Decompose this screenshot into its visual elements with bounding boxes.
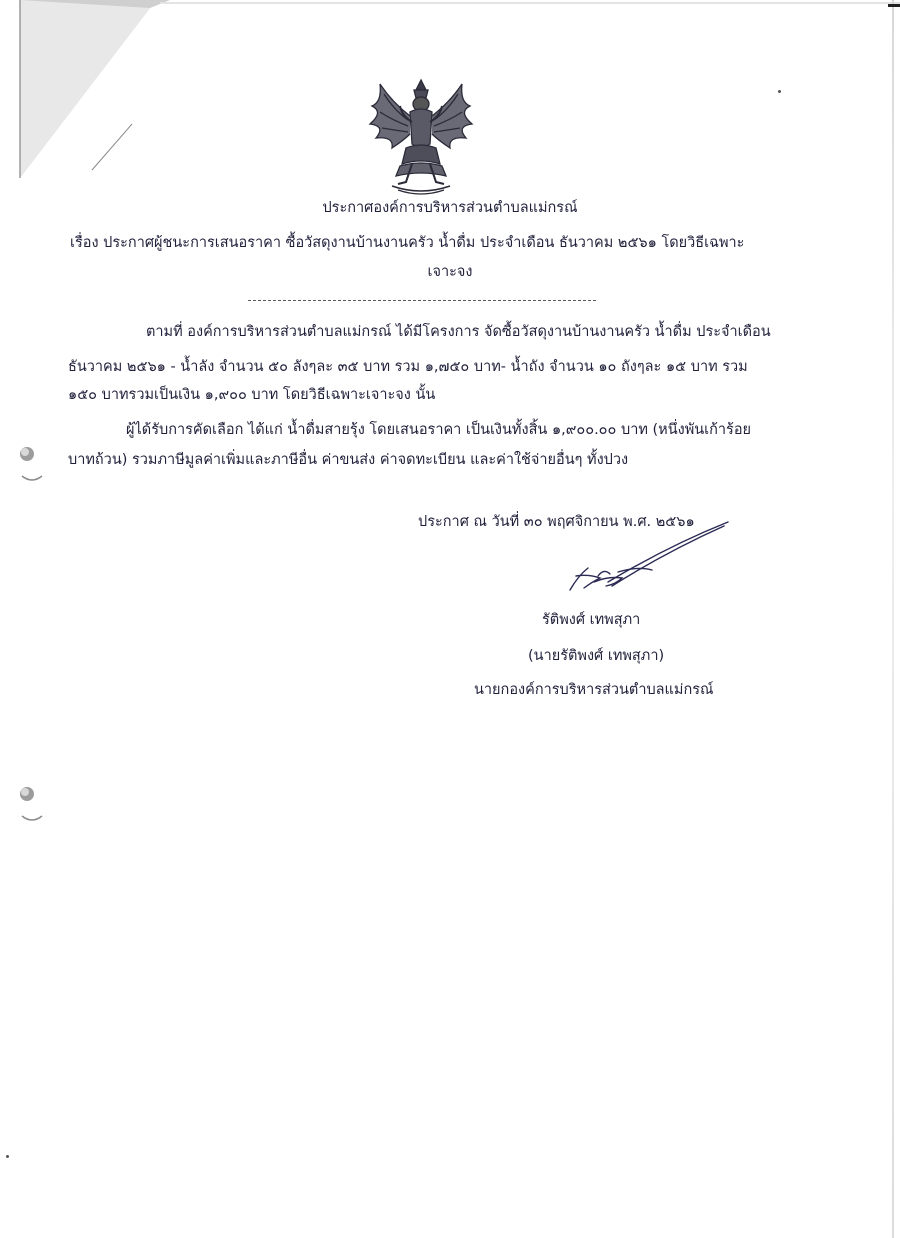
punch-hole [18, 780, 46, 828]
signer-position: นายกองค์การบริหารส่วนตำบลแม่กรณ์ [474, 682, 714, 698]
dashed-divider [248, 300, 596, 301]
organization-title: ประกาศองค์การบริหารส่วนตำบลแม่กรณ์ [322, 200, 578, 216]
signer-name: รัติพงศ์ เทพสุภา [542, 612, 641, 628]
scan-top-edge [160, 2, 900, 4]
scan-speck [778, 90, 781, 93]
subject-line-continuation: เจาะจง [427, 264, 473, 280]
announcement-date: ประกาศ ณ วันที่ ๓๐ พฤศจิกายน พ.ศ. ๒๕๖๑ [418, 514, 695, 530]
scan-right-edge [892, 0, 894, 1238]
punch-hole [18, 440, 46, 488]
paragraph-1-line-1: ตามที่ องค์การบริหารส่วนตำบลแม่กรณ์ ได้มีโครงการ จัดซื้อวัสดุงานบ้านงานครัว น้ำดื่ม ประจำเดือน [146, 324, 771, 340]
scan-top-mark [888, 4, 900, 7]
garuda-emblem-icon [362, 72, 480, 196]
paragraph-1-line-3: ๑๕๐ บาทรวมเป็นเงิน ๑,๙๐๐ บาท โดยวิธีเฉพาะเจาะจง นั้น [68, 387, 436, 403]
paragraph-2-line-2: บาทถ้วน) รวมภาษีมูลค่าเพิ่มและภาษีอื่น ค่าขนส่ง ค่าจดทะเบียน และค่าใช้จ่ายอื่นๆ ทั้งปวง [68, 452, 629, 468]
paragraph-1-line-2: ธันวาคม ๒๕๖๑ - น้ำลัง จำนวน ๕๐ ลังๆละ ๓๕ บาท รวม ๑,๗๕๐ บาท- น้ำถัง จำนวน ๑๐ ถังๆละ ๑๕ บาท รวม [68, 359, 748, 375]
scan-corner-fold [0, 0, 170, 180]
scan-speck [6, 1155, 9, 1158]
handwritten-signature [548, 516, 738, 596]
paragraph-2-line-1: ผู้ได้รับการคัดเลือก ได้แก่ น้ำดื่มสายรุ้ง โดยเสนอราคา เป็นเงินทั้งสิ้น ๑,๙๐๐.๐๐ บาท (หนึ่งพันเก้าร้อย [126, 422, 752, 438]
signer-full-name: (นายรัติพงศ์ เทพสุภา) [528, 648, 665, 664]
subject-line: เรื่อง ประกาศผู้ชนะการเสนอราคา ซื้อวัสดุงานบ้านงานครัว น้ำดื่ม ประจำเดือน ธันวาคม ๒๕๖๑ โดยวิธีเฉพาะ [70, 235, 745, 251]
